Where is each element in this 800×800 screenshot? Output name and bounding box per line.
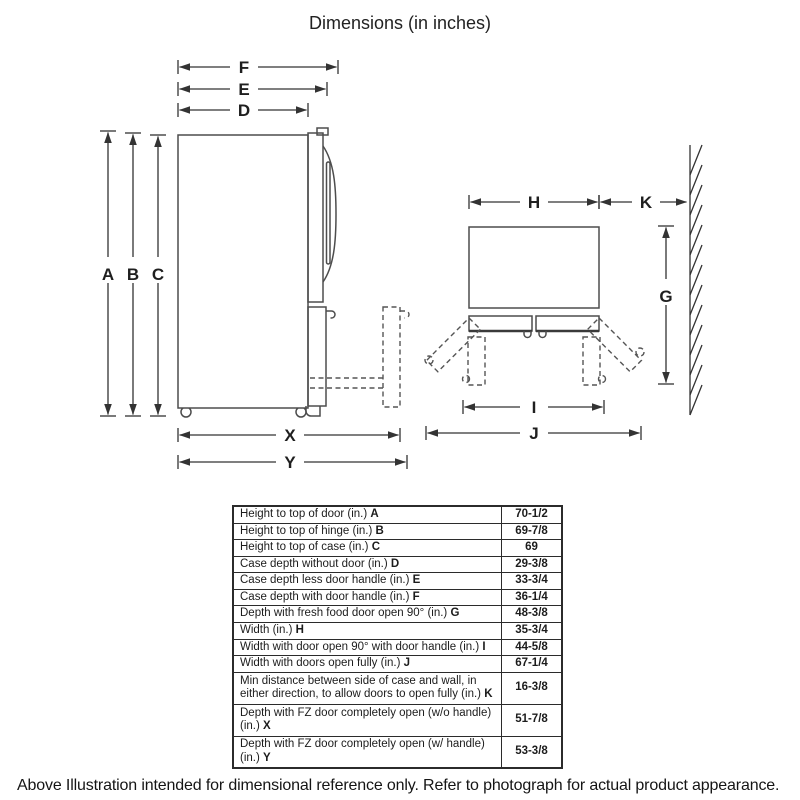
dimension-value-cell: 69: [502, 540, 563, 557]
dimension-label-cell: Case depth less door handle (in.) E: [233, 573, 502, 590]
dimension-value-cell: 69-7/8: [502, 523, 563, 540]
dim-label-y: Y: [284, 453, 296, 472]
right-door-open-full-dashed: [588, 318, 642, 372]
dim-label-h: H: [527, 193, 541, 212]
dim-label-f: F: [238, 58, 250, 77]
dimension-letter: F: [412, 590, 420, 603]
dim-arrow-b: [125, 133, 141, 416]
dimension-letter: X: [263, 720, 271, 733]
dimension-value-cell: 44-5/8: [502, 639, 563, 656]
dimension-value-cell: 29-3/8: [502, 556, 563, 573]
dimension-label-cell: Width (in.) H: [233, 622, 502, 639]
dimension-letter: A: [370, 508, 379, 520]
dimension-label-cell: Depth with FZ door completely open (w/ handle) (in.) Y: [233, 736, 502, 768]
table-row: [233, 540, 562, 557]
dimension-label-cell: Depth with fresh food door open 90° (in.) G: [233, 606, 502, 623]
table-row: [233, 573, 562, 590]
dimension-letter: K: [484, 688, 493, 701]
table-row: [233, 736, 562, 768]
door-handle-grip: [327, 162, 331, 264]
freezer-door-open-dashed: [383, 307, 400, 407]
dimension-letter: C: [371, 541, 380, 554]
fresh-food-door: [308, 133, 323, 302]
table-row: [233, 606, 562, 623]
dimension-value-cell: 35-3/4: [502, 622, 563, 639]
right-door-handle-full-dashed: [636, 348, 644, 356]
dim-arrow-g: [658, 226, 674, 384]
dimension-letter: H: [295, 623, 304, 636]
dimension-label-cell: Case depth without door (in.) D: [233, 556, 502, 573]
right-door-open-90-dashed: [583, 337, 600, 385]
dimension-value-cell: 33-3/4: [502, 573, 563, 590]
dim-arrow-c: [150, 135, 166, 416]
dim-label-d: D: [237, 101, 251, 120]
table-row: [233, 523, 562, 540]
left-door-top: [469, 316, 532, 331]
table-row: [233, 622, 562, 639]
footer-disclaimer: Above Illustration intended for dimensional reference only. Refer to photograph for actual product appearance.: [17, 777, 780, 794]
dim-label-x: X: [284, 426, 296, 445]
dimension-label-cell: Width with doors open fully (in.) J: [233, 656, 502, 673]
dimension-value-cell: 48-3/8: [502, 606, 563, 623]
dimension-value-cell: 67-1/4: [502, 656, 563, 673]
dimension-value-cell: 53-3/8: [502, 736, 563, 768]
table-row: [233, 656, 562, 673]
dim-label-i: I: [531, 398, 537, 417]
dimension-label-cell: Min distance between side of case and wall, in either direction, to allow doors to open fully (in.) K: [233, 672, 502, 704]
dim-arrow-y: [178, 453, 407, 472]
freezer-handle-open-dashed: [400, 311, 409, 318]
dimension-label-cell: Depth with FZ door completely open (w/o handle) (in.) X: [233, 704, 502, 736]
top-view: [425, 145, 702, 415]
dimension-letter: Y: [263, 751, 271, 764]
left-door-open-full-dashed: [427, 318, 481, 372]
dimension-value-cell: 36-1/4: [502, 589, 563, 606]
dim-arrow-j: [426, 424, 641, 443]
right-door-top: [536, 316, 599, 331]
dimension-letter: B: [375, 524, 384, 537]
page-title: Dimensions (in inches): [308, 13, 492, 33]
table-row: [233, 639, 562, 656]
dim-arrow-h: [469, 193, 599, 212]
dimension-label-cell: Width with door open 90° with door handle (in.) I: [233, 639, 502, 656]
dim-arrow-k: [599, 193, 687, 212]
table-row: [233, 589, 562, 606]
dimension-label-cell: Case depth with door handle (in.) F: [233, 589, 502, 606]
dim-label-e: E: [238, 80, 250, 99]
dim-arrow-e: [178, 80, 327, 99]
freezer-door: [308, 307, 326, 406]
dimension-letter: G: [450, 607, 460, 620]
dim-label-a: A: [101, 265, 115, 284]
dimension-label-cell: Height to top of case (in.) C: [233, 540, 502, 557]
dimension-letter: I: [482, 640, 486, 653]
dimension-value-cell: 16-3/8: [502, 672, 563, 704]
table-row: [233, 704, 562, 736]
dim-label-c: C: [151, 265, 165, 284]
dim-label-k: K: [639, 193, 653, 212]
dim-arrow-a: [100, 131, 116, 416]
wall-hatching: [690, 145, 702, 415]
side-view: [178, 128, 409, 417]
dimension-label-cell: Height to top of hinge (in.) B: [233, 523, 502, 540]
dim-arrow-f: [178, 58, 338, 77]
fridge-case-side: [178, 135, 308, 408]
dim-arrow-x: [178, 426, 400, 445]
dimensions-table: [232, 505, 563, 769]
dimension-label-cell: Height to top of door (in.) A: [233, 506, 502, 523]
dim-label-g: G: [659, 287, 673, 306]
table-row: [233, 506, 562, 523]
dimension-value-cell: 51-7/8: [502, 704, 563, 736]
dim-arrow-i: [463, 398, 604, 417]
table-row: [233, 556, 562, 573]
freezer-handle: [326, 311, 335, 318]
dim-label-j: J: [529, 424, 539, 443]
left-door-open-90-dashed: [468, 337, 485, 385]
dimension-letter: D: [390, 557, 400, 570]
dimension-letter: E: [412, 574, 421, 587]
dim-label-b: B: [126, 265, 140, 284]
dim-arrow-d: [178, 101, 308, 120]
dimension-letter: J: [403, 657, 411, 670]
table-row: [233, 672, 562, 704]
dimension-value-cell: 70-1/2: [502, 506, 563, 523]
fridge-case-top: [469, 227, 599, 308]
